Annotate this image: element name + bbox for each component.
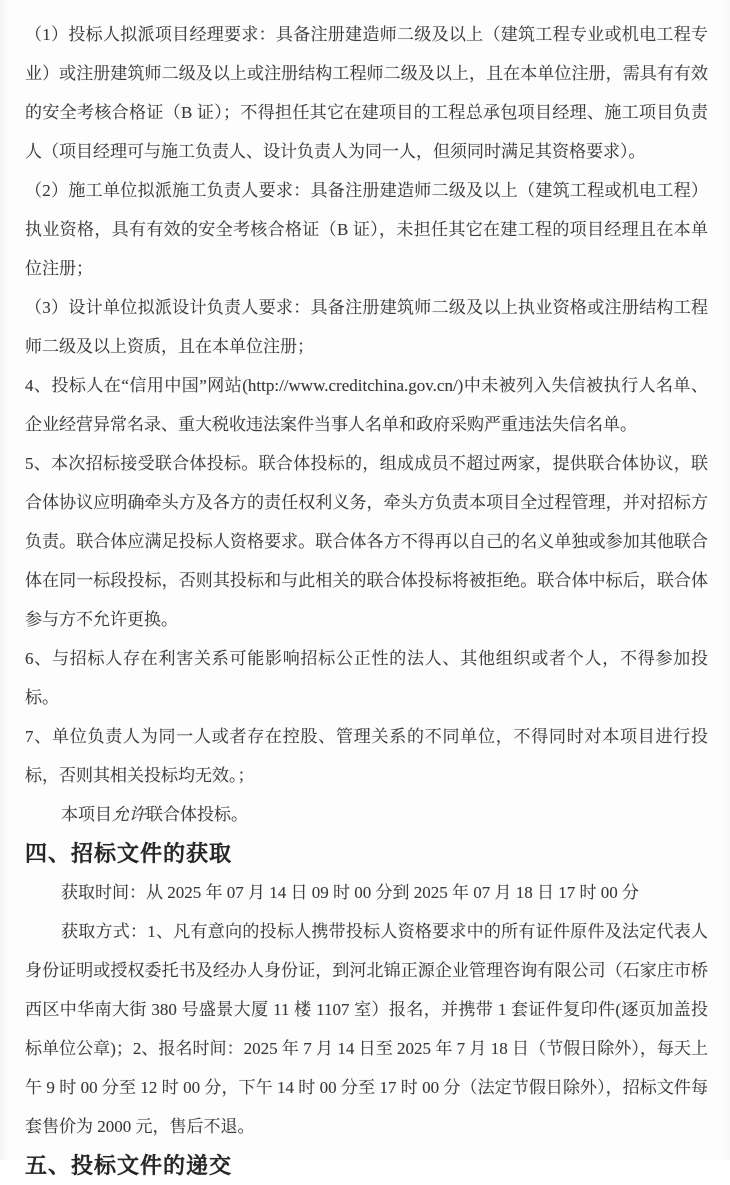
para-conflict-of-interest: 6、与招标人存在利害关系可能影响招标公正性的法人、其他组织或者个人，不得参加投标。 <box>25 649 708 707</box>
para-project-manager-requirement: （1）投标人拟派项目经理要求：具备注册建造师二级及以上（建筑工程专业或机电工程专业）或注册建筑师二级及以上或注册结构工程师二级及以上，且在本单位注册，需具有有效的安全考核合格证（B 证）；不得担任其它在建项目的工程总承包项目经理、施工项目负责人（项目经理可与施工负责人、设计负责人为同一人，但须同时满足其资格要求）。 <box>25 25 708 161</box>
para-same-legal-person-restriction: 7、单位负责人为同一人或者存在控股、管理关系的不同单位，不得同时对本项目进行投标，否则其相关投标均无效。； <box>25 727 708 785</box>
section-heading-document-acquisition: 四、招标文件的获取 <box>25 841 233 866</box>
consortium-allowed-suffix: 联合体投标。 <box>146 805 248 824</box>
para-construction-lead-requirement: （2）施工单位拟派施工负责人要求：具备注册建造师二级及以上（建筑工程或机电工程）执业资格，具有有效的安全考核合格证（B 证），未担任其它在建工程的项目经理且在本单位注册； <box>25 181 708 278</box>
para-design-lead-requirement: （3）设计单位拟派设计负责人要求：具备注册建筑师二级及以上执业资格或注册结构工程师二级及以上资质，且在本单位注册； <box>25 298 708 356</box>
consortium-allowed-emphasis: 允许 <box>112 805 146 824</box>
para-consortium-bidding-rules: 5、本次招标接受联合体投标。联合体投标的，组成成员不超过两家，提供联合体协议，联合体协议应明确牵头方及各方的责任权利义务，牵头方负责本项目全过程管理，并对招标方负责。联合体应满足投标人资格要求。联合体各方不得再以自己的名义单独或参加其他联合体在同一标段投标，否则其投标和与此相关的联合体投标将被拒绝。联合体中标后，联合体参与方不允许更换。 <box>25 454 708 629</box>
para-credit-china-check: 4、投标人在“信用中国”网站(http://www.creditchina.gov.cn/)中未被列入失信被执行人名单、企业经营异常名录、重大税收违法案件当事人名单和政府采购严重违法失信名单。 <box>25 376 708 434</box>
para-consortium-allowed <box>25 795 708 834</box>
section-heading-bid-submission: 五、投标文件的递交 <box>25 1153 233 1178</box>
para-acquisition-method: 获取方式：1、凡有意向的投标人携带投标人资格要求中的所有证件原件及法定代表人身份证明或授权委托书及经办人身份证，到河北锦正源企业管理咨询有限公司（石家庄市桥西区中华南大街 380 号盛景大厦 11 楼 1107 室）报名，并携带 1 套证件复印件(逐页加盖投标单位公章)；2、报名时间：2025 年 7 月 14 日至 2025 年 7 月 18 日（节假日除外），每天上午 9 时 00 分至 12 时 00 分，下午 14 时 00 分至 17 时 00 分（法定节假日除外），招标文件每套售价为 2000 元，售后不退。 <box>25 922 708 1136</box>
para-acquisition-time: 获取时间：从 2025 年 07 月 14 日 09 时 00 分到 2025 年 07 月 18 日 17 时 00 分 <box>61 883 639 902</box>
consortium-allowed-prefix: 本项目 <box>61 805 112 824</box>
